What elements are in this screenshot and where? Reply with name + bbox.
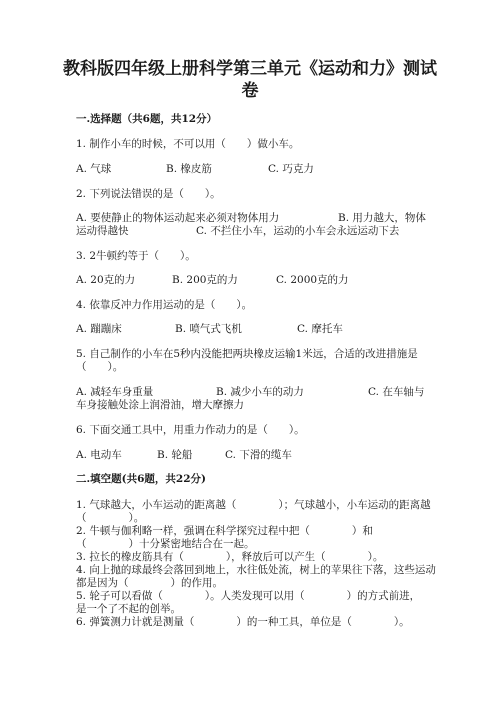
question-1: 1. 制作小车的时候，不可以用（ ）做小车。 <box>76 138 300 150</box>
q6-option-a: A. 电动车 <box>76 449 122 461</box>
q6-option-c: C. 下滑的缆车 <box>225 449 292 461</box>
question-6: 6. 下面交通工具中，用重力作动力的是（ ）。 <box>76 424 305 436</box>
q1-option-a: A. 气球 <box>76 163 112 175</box>
q2-option-b-continued: 运动得越快 <box>76 225 129 237</box>
fill-2: 2. 牛顿与伽利略一样，强调在科学探究过程中把（ ）和 <box>76 525 373 537</box>
fill-5-continued: 是一个了不起的创举。 <box>76 603 181 615</box>
question-2: 2. 下列说法错误的是（ ）。 <box>76 188 221 200</box>
q3-option-b: B. 200克的力 <box>172 274 238 286</box>
fill-6: 6. 弹簧测力计就是测量（ ）的一种工具，单位是（ ）。 <box>76 616 410 628</box>
q5-option-c: C. 在车轴与 <box>368 386 425 398</box>
question-5-continued: （ ）。 <box>76 361 124 373</box>
q3-option-a: A. 20克的力 <box>76 274 136 286</box>
q4-option-c: C. 摩托车 <box>297 323 343 335</box>
q4-option-b: B. 喷气式飞机 <box>175 323 242 335</box>
q3-option-c: C. 2000克的力 <box>276 274 349 286</box>
q2-option-c: C. 不拦住小车，运动的小车会永远运动下去 <box>196 225 400 237</box>
q2-option-b: B. 用力越大，物体 <box>338 212 426 224</box>
fill-3: 3. 拉长的橡皮筋具有（ ），释放后可以产生（ ）。 <box>76 551 384 563</box>
question-4: 4. 依靠反冲力作用运动的是（ ）。 <box>76 299 253 311</box>
q1-option-b: B. 橡皮筋 <box>166 163 212 175</box>
fill-1: 1. 气球越大，小车运动的距离越（ ）；气球越小，小车运动的距离越 <box>76 499 431 511</box>
fill-4: 4. 向上抛的球最终会落回到地上，水往低处流，树上的苹果往下落，这些运动 <box>76 564 436 576</box>
question-5: 5. 自己制作的小车在5秒内没能把两块橡皮运输1米远，合适的改进措施是 <box>76 348 418 360</box>
q4-option-a: A. 蹦蹦床 <box>76 323 122 335</box>
q5-option-b: B. 减少小车的动力 <box>216 386 304 398</box>
page-title <box>60 58 440 102</box>
q2-option-a: A. 要使静止的物体运动起来必须对物体用力 <box>76 212 280 224</box>
fill-5: 5. 轮子可以看做（ ）。人类发现可以用（ ）的方式前进， <box>76 590 421 602</box>
q5-option-c-continued: 车身接触处涂上润滑油，增大摩擦力 <box>76 399 244 411</box>
fill-1-continued: （ ）。 <box>76 512 145 524</box>
question-3: 3. 2牛顿约等于（ ）。 <box>76 250 196 262</box>
fill-4-continued: 都是因为（ ）的作用。 <box>76 577 223 589</box>
q1-option-c: C. 巧克力 <box>268 163 314 175</box>
q6-option-b: B. 轮船 <box>157 449 193 461</box>
title-line-2: 卷 <box>241 81 259 101</box>
title-line-1: 教科版四年级上册科学第三单元《运动和力》测试 <box>63 59 437 79</box>
section-heading-choice: 一.选择题（共6题，共12分） <box>76 113 218 125</box>
fill-2-continued: （ ）十分紧密地结合在一起。 <box>76 538 255 550</box>
section-heading-fill: 二.填空题(共6题，共22分) <box>76 473 207 485</box>
q5-option-a: A. 减轻车身重量 <box>76 386 154 398</box>
